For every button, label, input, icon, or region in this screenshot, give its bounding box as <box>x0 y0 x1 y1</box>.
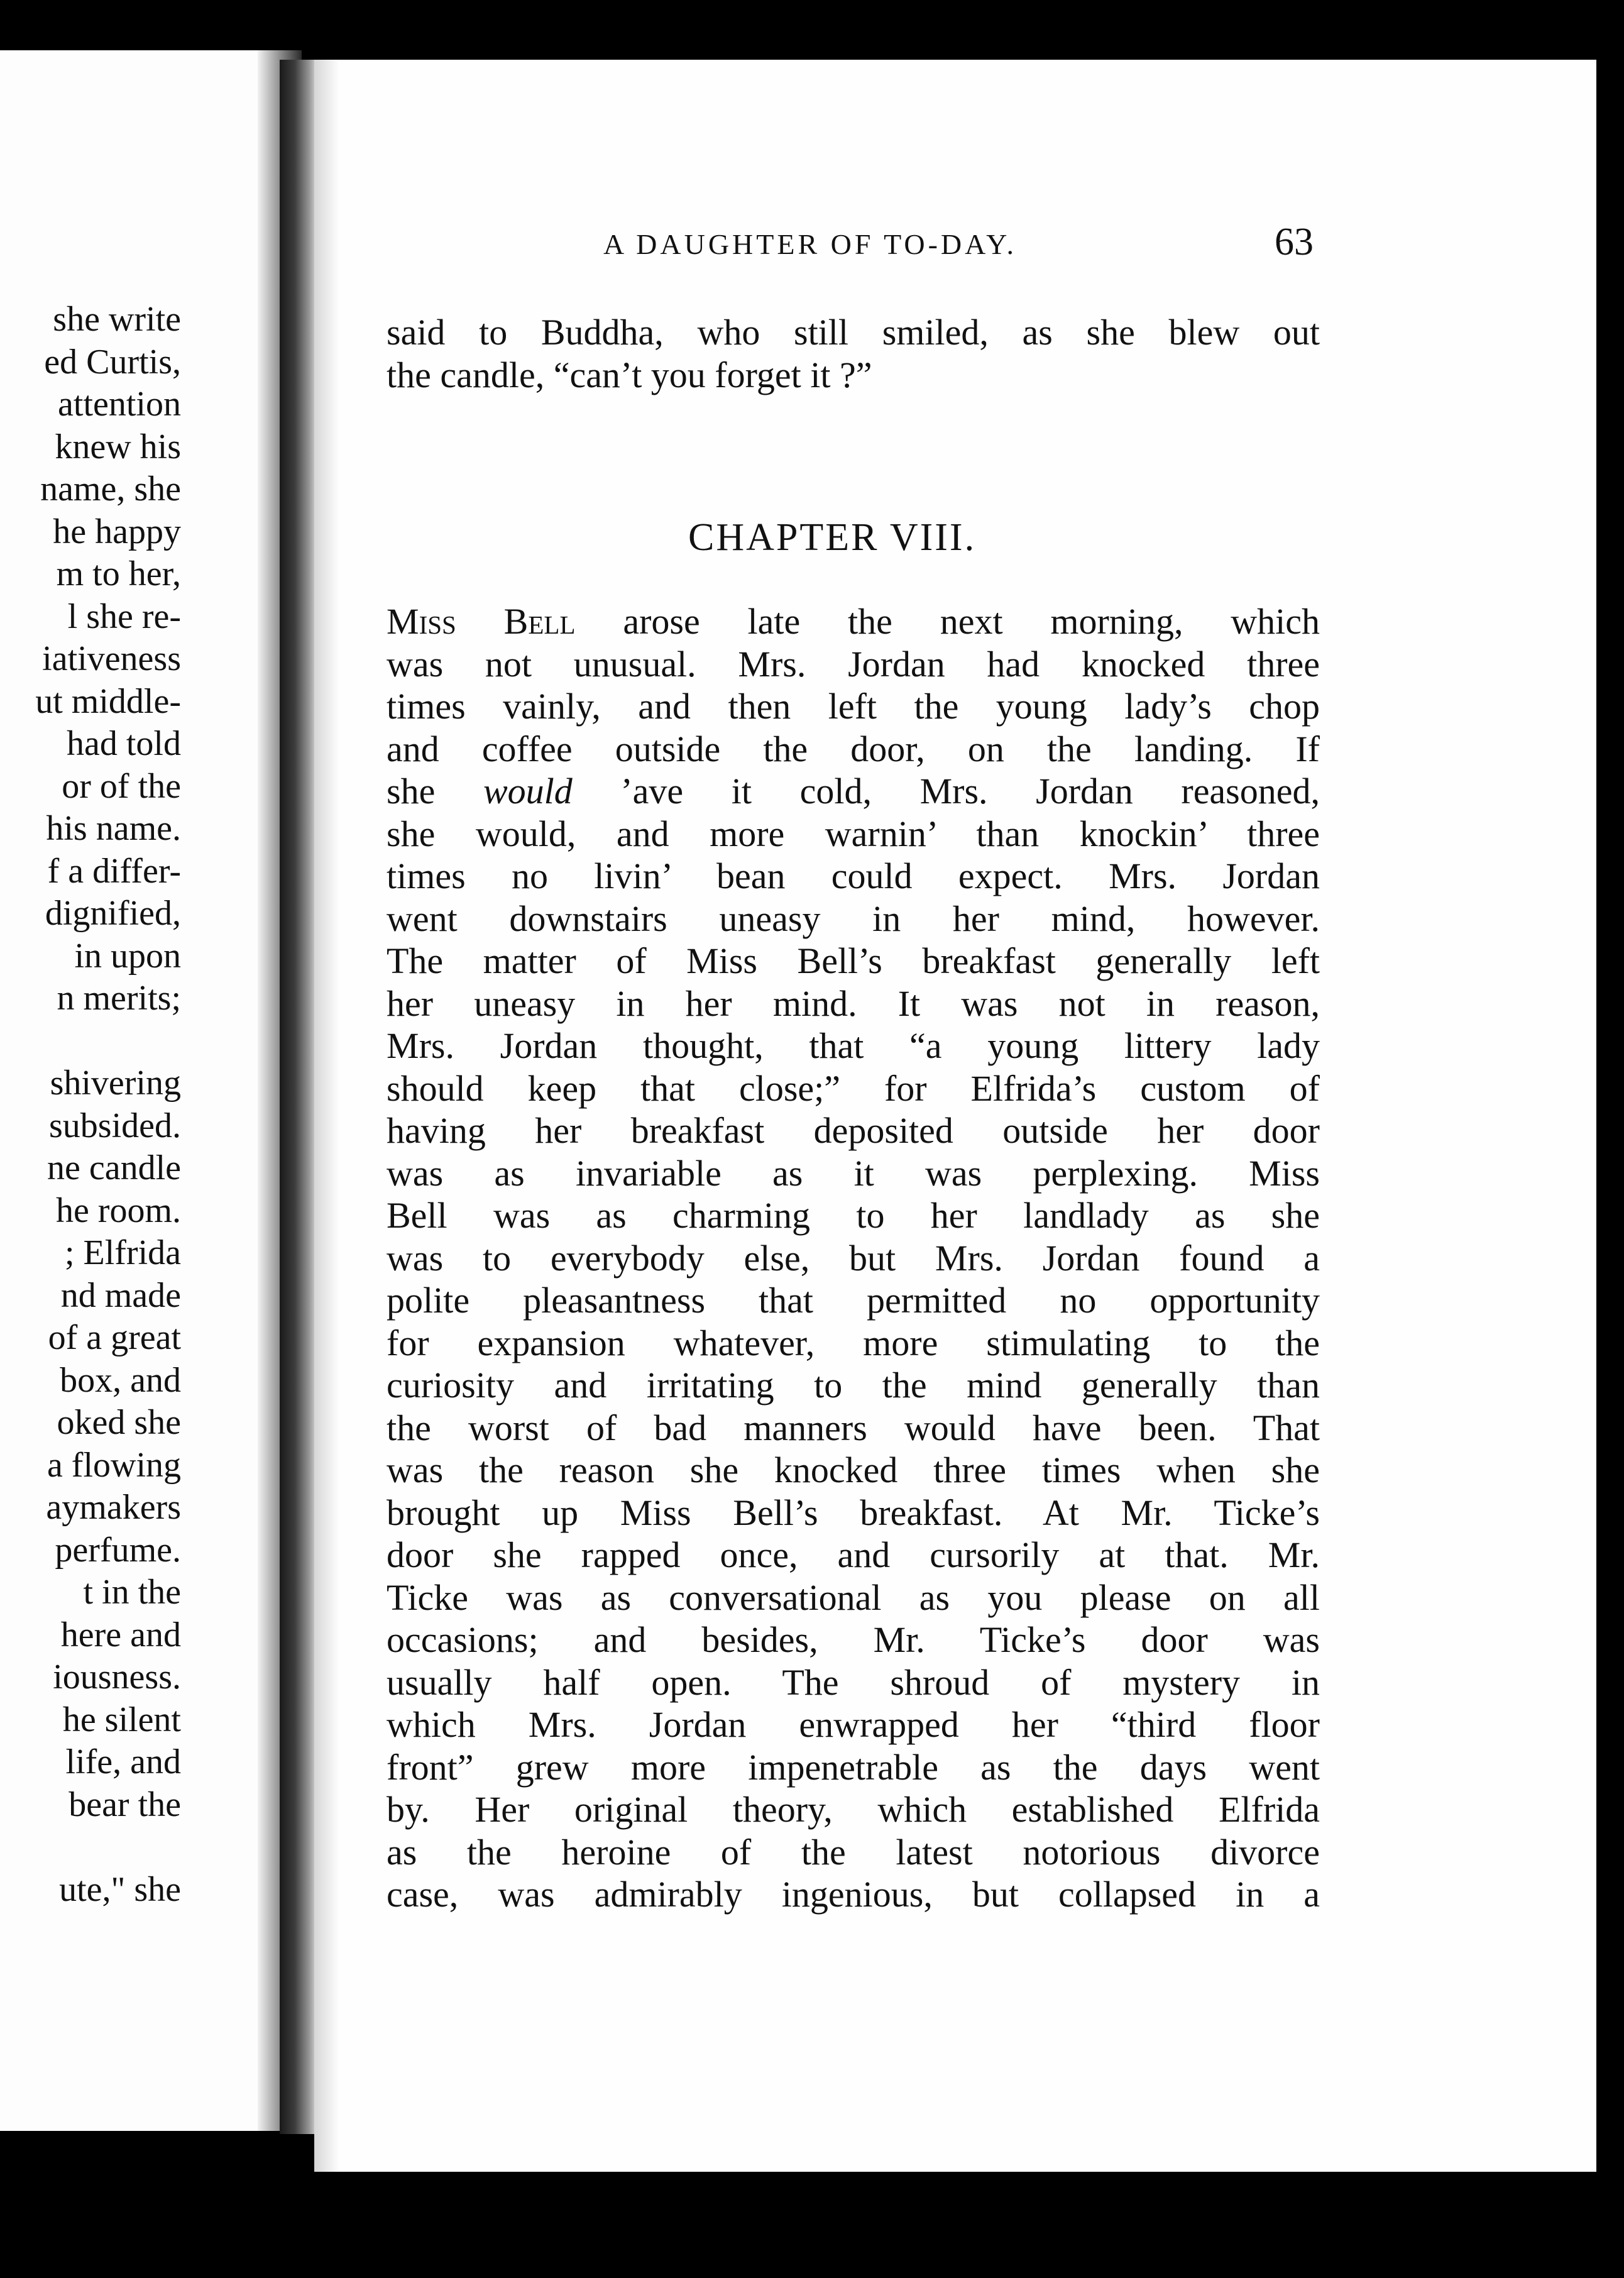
text-line: brought up Miss Bell’s breakfast. At Mr. Ticke’s <box>387 1492 1320 1533</box>
book-gutter <box>280 60 317 2134</box>
text-line: curiosity and irritating to the mind generally than <box>387 1365 1320 1406</box>
previous-chapter-ending <box>387 311 1320 396</box>
left-page-line: ute," she <box>59 1869 181 1909</box>
left-page-line: f a differ- <box>47 851 181 891</box>
text-line: usually half open. The shroud of mystery in <box>387 1661 1320 1703</box>
left-page-line: or of the <box>62 766 181 806</box>
text-line: polite pleasantness that permitted no opportunity <box>387 1280 1320 1321</box>
text-line: times vainly, and then left the young lady’s chop <box>387 686 1320 727</box>
left-page-line: a flowing <box>47 1445 181 1485</box>
text-line: Bell was as charming to her landlady as she <box>387 1195 1320 1236</box>
text-line: The matter of Miss Bell’s breakfast generally left <box>387 940 1320 981</box>
left-page-line: iativeness <box>42 639 181 678</box>
smallcaps-lead: Miss <box>387 601 456 642</box>
text-line: door she rapped once, and cursorily at that. Mr. <box>387 1534 1320 1575</box>
left-page-line: life, and <box>65 1742 181 1781</box>
left-page-line: here and <box>60 1615 181 1654</box>
text-span: arose late the next morning, which <box>623 601 1320 642</box>
text-line: and coffee outside the door, on the landing. If <box>387 728 1320 769</box>
text-line: was as invariable as it was perplexing. Miss <box>387 1152 1320 1194</box>
left-page-line: n merits; <box>57 979 181 1018</box>
left-page-line: bear the <box>69 1785 181 1824</box>
left-page-line: ; Elfrida <box>64 1233 181 1272</box>
text-line: went downstairs uneasy in her mind, however. <box>387 898 1320 939</box>
text-line: was the reason she knocked three times when she <box>387 1450 1320 1490</box>
text-span: she <box>387 771 436 812</box>
text-line: was to everybody else, but Mrs. Jordan found a <box>387 1237 1320 1279</box>
left-page-line: iousness. <box>53 1658 181 1697</box>
left-page-line: subsided. <box>49 1106 181 1145</box>
left-page-line: name, she <box>40 470 181 509</box>
text-line: occasions; and besides, Mr. Ticke’s door was <box>387 1619 1320 1660</box>
text-line: said to Buddha, who still smiled, as she blew out <box>387 312 1320 353</box>
left-page-line <box>0 1020 181 1063</box>
left-page-line: l she re- <box>67 597 181 636</box>
left-page-line: dignified, <box>45 894 181 933</box>
left-page-text <box>0 299 181 1911</box>
left-page-line: t in the <box>83 1573 181 1612</box>
italic-word: would <box>483 771 573 812</box>
text-line: by. Her original theory, which established Elfrida <box>387 1789 1320 1830</box>
left-page-line: ne candle <box>47 1148 181 1187</box>
text-line: front” grew more impenetrable as the days went <box>387 1746 1320 1788</box>
left-page-line <box>0 1826 181 1869</box>
text-line: as the heroine of the latest notorious divorce <box>387 1831 1320 1873</box>
left-page-line: ed Curtis, <box>44 342 181 382</box>
left-page-line: perfume. <box>55 1530 181 1570</box>
text-span: ’ave it cold, Mrs. Jordan reasoned, <box>620 771 1320 812</box>
left-page-line: shivering <box>50 1064 181 1103</box>
left-page-line: oked she <box>57 1403 181 1442</box>
text-line: for expansion whatever, more stimulating to the <box>387 1322 1320 1363</box>
left-page-line: he happy <box>53 512 181 551</box>
text-line: should keep that close;” for Elfrida’s custom of <box>387 1067 1320 1109</box>
left-page-line: nd made <box>60 1275 181 1315</box>
text-line: which Mrs. Jordan enwrapped her “third floor <box>387 1704 1320 1745</box>
left-page-line: had told <box>67 724 181 763</box>
text-line: the worst of bad manners would have been. That <box>387 1407 1320 1448</box>
text-line: case, was admirably ingenious, but collapsed in a <box>387 1874 1320 1915</box>
left-page <box>0 50 280 2131</box>
text-line: Mrs. Jordan thought, that “a young littery lady <box>387 1025 1320 1066</box>
text-line: Ticke was as conversational as you please on all <box>387 1576 1320 1618</box>
left-page-line: she write <box>53 300 181 339</box>
text-line: the candle, “can’t you forget it ?” <box>387 354 872 395</box>
left-page-line: of a great <box>48 1318 181 1357</box>
left-page-line: in upon <box>74 936 181 976</box>
left-page-line: m to her, <box>56 554 181 593</box>
left-page-line: box, and <box>60 1360 181 1400</box>
left-page-line: aymakers <box>46 1488 181 1527</box>
left-page-line: attention <box>58 385 181 424</box>
text-line: having her breakfast deposited outside her door <box>387 1110 1320 1151</box>
text-line: she would, and more warnin’ than knockin’ three <box>387 813 1320 854</box>
text-line: was not unusual. Mrs. Jordan had knocked three <box>387 643 1320 685</box>
chapter-body <box>387 600 1320 1916</box>
left-page-line: he room. <box>55 1191 181 1230</box>
text-line <box>387 600 1320 643</box>
text-line <box>387 770 1320 813</box>
left-page-line: ut middle- <box>35 681 181 721</box>
text-line: times no livin’ bean could expect. Mrs. Jordan <box>387 856 1320 896</box>
running-head: A DAUGHTER OF TO-DAY. <box>603 228 1017 260</box>
left-page-line: his name. <box>46 809 181 848</box>
chapter-title: CHAPTER VIII. <box>688 516 977 559</box>
smallcaps-lead: Bell <box>503 601 576 642</box>
text-line: her uneasy in her mind. It was not in reason, <box>387 982 1320 1024</box>
page-number: 63 <box>1275 221 1314 263</box>
left-page-line: he silent <box>62 1700 181 1739</box>
left-page-line: knew his <box>55 427 181 466</box>
